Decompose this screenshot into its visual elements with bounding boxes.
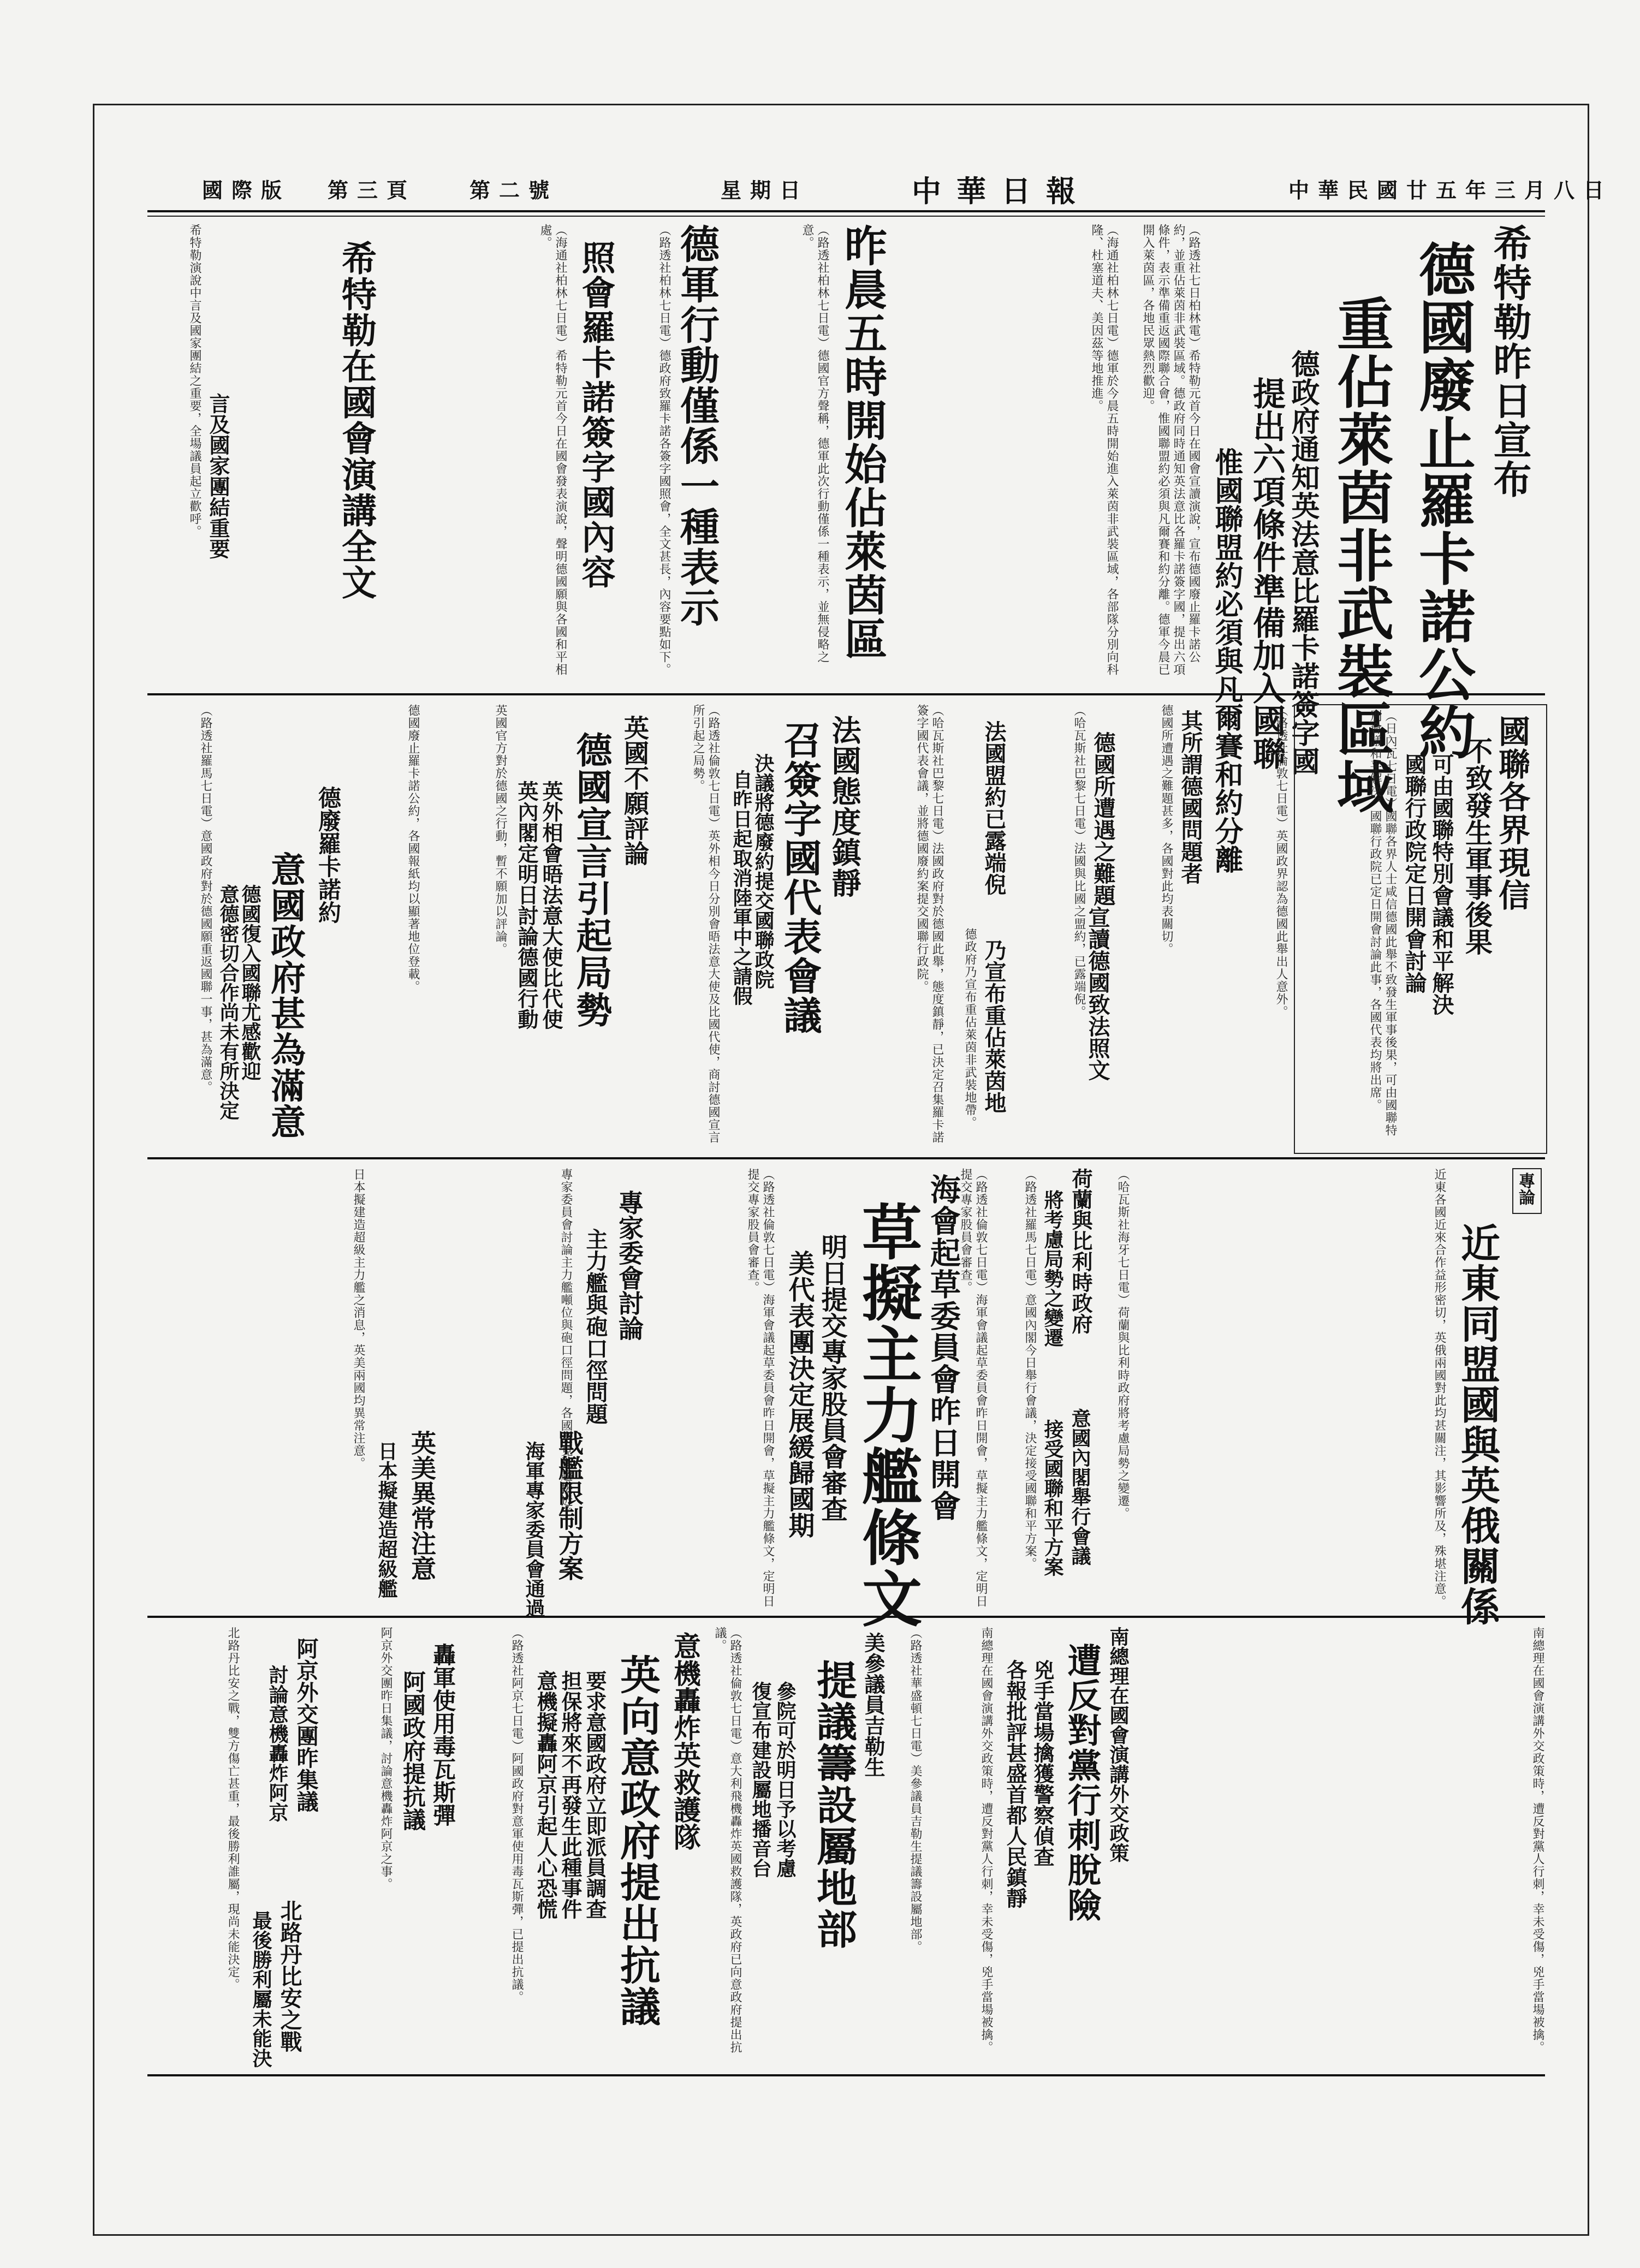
experts-sub: 主力艦與砲口徑問題 [583,1228,608,1425]
masthead-date: 中華民國廿五年三月八日 [1288,178,1613,203]
masthead-section: 國際版 [202,178,291,203]
italy-bomb-sub-2: 担保將來不再發生此種事件 [558,1670,583,1919]
belgium-2-headline: 宣讀德國致法照文 [1085,906,1110,1081]
lead-kicker: 希特勒昨日宣布 [1487,224,1532,499]
near-east-headline: 近東同盟國與英俄關係 [1454,1223,1501,1627]
italy-headline: 意國政府甚為滿意 [265,852,306,1140]
belgium-3-body: 德政府乃宣布重佔萊茵非武裝地帶。 [963,928,977,1129]
lead-sub-3: 惟國聯盟約必須與凡爾賽和約分離 [1210,448,1243,873]
lead-sub-2: 提出六項條件準備加入國聯 [1247,377,1286,770]
france-sub: 召簽字國代表會議 [777,721,823,1035]
masthead-rule [147,210,1545,212]
italy-peace-sub: 接受國聯和平方案 [1041,1419,1064,1576]
masthead-weekday: 星期日 [721,178,810,203]
naval-body: （路透社倫敦七日電）海軍會議起草委員會昨日開會，草擬主力艦條文，定明日提交專家股員會審查。 [959,1168,988,1608]
lead-headline-2: 重佔萊茵非武裝區域 [1327,295,1394,815]
italy-bomb-body: （路透社倫敦七日電）意大利飛機轟炸英國救護隊，英政府已向意政府提出抗議。 [713,1627,742,2053]
rule-4 [147,2074,1545,2076]
britain-sub-2: 英內閣定明日討論德國行動 [514,781,539,1029]
lead-headline-1: 德國廢止羅卡諾公約 [1409,240,1476,761]
north-war-sub: 最後勝利屬未能決 [249,1910,272,2068]
italy-bomb-sub-3: 意機擬轟阿京引起人心恐慌 [533,1670,558,1919]
causes-headline: 其所謂德國問題者 [1178,710,1203,884]
battleship-headline: 戰艦限制方案 [555,1430,584,1581]
german-army-headline: 德軍行動僅係一種表示 [674,224,720,628]
masthead-paper-name: 中華日報 [912,174,1091,209]
naval-kicker: 海會起草委員會昨日開會 [925,1174,961,1522]
rule-2 [147,1157,1545,1159]
north-war-body: 北路丹比安之戰，雙方傷亡甚重，最後勝利誰屬，現尚未能決定。 [226,1627,240,1991]
treaty-headline: 照會羅卡諾簽字國內容 [576,240,616,590]
italy-peace-body: （路透社羅馬七日電）意國內閣今日舉行會議，決定接受國聯和平方案。 [1023,1168,1037,1570]
naval-sub-1: 明日提交專家股員會審查 [817,1234,847,1522]
abyssinia-body: 阿京外交團昨日集議，討論意機轟炸阿京之事。 [379,1627,393,1890]
france-sub-3: 自昨日起取消陸軍中之請假 [730,770,753,1005]
speech-body: （海通社柏林七日電）希特勒元首今日在國會發表演說，聲明德國願與各國和平相處。 [538,224,567,676]
german-army-body: （路透社柏林七日電）德國官方聲稱，德軍此次行動僅係一種表示，並無侵略之意。 [800,224,829,663]
near-east-label: 專論 [1516,1172,1535,1205]
causes-body: （路透社倫敦七日電）英國政界認為德國此舉出人意外。 [1274,704,1288,1018]
italy-body: （路透社羅馬七日電）意國政府對於德國願重返國聯一事，甚為滿意。 [199,704,212,1093]
netherlands-headline: 荷蘭與比利時政府 [1068,1168,1093,1334]
britain-headline: 德國宣言引起局勢 [570,731,613,1028]
experts-headline: 專家委會討論 [615,1190,644,1341]
netherlands-sub: 將考慮局勢之變遷 [1041,1190,1064,1347]
masthead-issue: 第二號 [470,178,558,203]
italy-sub-2: 意德密切合作尚未有所決定 [217,884,240,1120]
treaty-body: （路透社柏林七日電）德政府致羅卡諾各簽字國照會，全文甚長，內容要點如下。 [657,224,671,676]
league-sub-1: 不致發生軍事後果 [1461,737,1493,955]
league-sub-3: 國聯行政院定日開會討論 [1401,753,1427,993]
assassination-sub-2: 各報批評甚盛首都人民鎮靜 [1003,1659,1027,1908]
italy-peace-headline: 意國內閣舉行會議 [1068,1408,1091,1565]
unity-body: 希特勒演說中言及國家團結之重要，全場議員起立歡呼。 [188,224,201,538]
league-headline: 國聯各界現信 [1493,715,1530,912]
us-senate-sub: 參院可於明日予以考慮 [774,1681,797,1878]
us-senate-kicker: 美參議員吉勒生 [861,1632,886,1777]
abyssinia-sub: 討論意機轟炸阿京 [266,1665,289,1822]
britain-2-headline: 英國不願評論 [620,715,650,866]
encounter-body: 德國所遭遇之難題甚多，各國對此均表關切。 [1160,704,1173,955]
britain-body: （路透社倫敦七日電）英外相今日分別會晤法意大使及比國代使，商討德國宣言所引起之局勢。 [691,704,720,1144]
league-body: （日內瓦七日電）國聯各界人士咸信德國此舉不致發生軍事後果，可由國聯特別會議和平解決。國聯行政院已定日開會討論此事，各國代表均將出席。 [1368,710,1397,1136]
britain-sub: 英外相會晤法意大使比代使 [539,781,563,1029]
france-headline: 法國態度鎮靜 [827,715,862,898]
us-japan-headline: 英美異常注意 [407,1430,437,1581]
masthead-page-no: 第三頁 [328,178,417,203]
france-body: （哈瓦斯社巴黎七日電）法國政府對於德國此舉，態度鎮靜，已決定召集羅卡諾簽字國代表會議，並將德國廢約案提交國聯行政院。 [915,704,944,1144]
italy-bomb-sub: 要求意國政府立即派員調查 [583,1670,607,1919]
naval-headline: 草擬主力艦條文 [852,1201,923,1629]
us-senate-headline: 提議籌設屬地部 [810,1659,857,1950]
locarno-end-body: 德國廢止羅卡諾公約，各國報紙均以顯著地位登載。 [406,704,420,993]
speech-headline: 希特勒在國會演講全文 [336,240,377,600]
italy-bomb-kicker: 意機轟炸英救護隊 [669,1632,702,1850]
britain-2-body: 英國官方對於德國之行動，暫不願加以評論。 [494,704,507,955]
us-senate-body: （路透社華盛頓七日電）美參議員吉勒生提議籌設屬地部。 [908,1627,922,1953]
occupation-headline: 昨晨五時開始佔萊茵區 [837,224,887,660]
occupation-body: （海通社柏林七日電）德軍於今晨五時開始進入萊茵非武裝區域，各部隊分別向科隆、杜塞道夫、美因茲等地推進。 [1090,224,1119,676]
us-japan-body: 日本擬建造超級主力艦之消息，英美兩國均異常注意。 [352,1168,365,1469]
locarno-end-headline: 德廢羅卡諾約 [315,786,342,924]
assassination-headline: 遭反對黨行刺脫險 [1062,1643,1102,1922]
netherlands-body: （哈瓦斯社海牙七日電）荷蘭與比利時政府將考慮局勢之變遷。 [1116,1168,1130,1520]
us-senate-sub-2: 復宣布建設屬地播音台 [749,1681,772,1878]
naval-sub-2: 美代表團決定展緩歸國期 [784,1250,815,1538]
france-sub-2: 決議將德廢約提交國聯政院 [752,753,775,989]
belgium-body: （哈瓦斯社巴黎七日電）法國與比國之盟約，已露端倪。 [1072,704,1086,1018]
lead-body: （路透社七日柏林電）希特勒元首今日在國會宣讀演說，宣布德國廢止羅卡諾公約，並重佔萊茵非武裝區域。德政府同時通知英法意比各羅卡諾簽字國，提出六項條件，表示準備重返國際聯合會，惟國聯盟約必須與凡爾賽和約分離。德軍今晨已開入萊茵區，各地民眾熱烈歡迎。 [1141,224,1201,676]
assassination-body-2: 南總理在國會演講外交政策時，遭反對黨人行刺，幸未受傷，兇手當場被擒。 [979,1627,993,2053]
near-east-body: 近東各國近來合作益形密切，英俄兩國對此均甚關注，其影響所及，殊堪注意。 [1433,1168,1446,1608]
encounter-headline: 德國所遭遇之難題 [1090,731,1116,906]
assassination-body: 南總理在國會演講外交政策時，遭反對黨人行刺，幸未受傷，兇手當場被擒。 [1531,1627,1544,2053]
us-japan-sub: 日本擬建造超級艦 [375,1441,398,1598]
naval-body-2: （路透社倫敦七日電）海軍會議起草委員會昨日開會，草擬主力艦條文，定明日提交專家股員會審查。 [746,1168,775,1608]
rule-3 [147,1616,1545,1618]
belgium-headline: 法國盟約已露端倪 [981,721,1007,895]
north-war-headline: 北路丹比安之戰 [277,1900,302,2052]
experts-body: 專家委員會討論主力艦噸位與砲口徑問題，各國意見漸趨接近。 [559,1168,573,1520]
lead-sub-1: 德政府通知英法意比羅卡諾簽字國 [1286,349,1320,775]
abyssinia-headline: 阿京外交團昨集議 [293,1638,319,1812]
italy-bomb-headline: 英向意政府提出抗議 [614,1654,661,2027]
battleship-sub: 海軍專家委員會通過 [522,1441,545,1618]
italy-sub: 德國復入國聯尤感歡迎 [239,884,262,1081]
ethiopia-headline: 轟軍使用毒瓦斯彈 [430,1643,456,1826]
assassination-pre: 南總理在國會演講外交政策 [1107,1627,1130,1862]
league-sub-2: 可由國聯特別會議和平解決 [1429,753,1454,1015]
masthead-rule-bottom [147,216,1545,217]
ethiopia-body: （路透社阿京七日電）阿國政府對意軍使用毒瓦斯彈，已提出抗議。 [510,1627,524,2003]
ethiopia-sub: 阿國政府提抗議 [400,1670,426,1831]
assassination-sub: 兇手當場擒獲警察偵查 [1030,1659,1055,1867]
belgium-3-headline: 乃宣布重佔萊茵地 [981,939,1007,1114]
unity-headline: 言及國家團結重要 [206,393,230,559]
